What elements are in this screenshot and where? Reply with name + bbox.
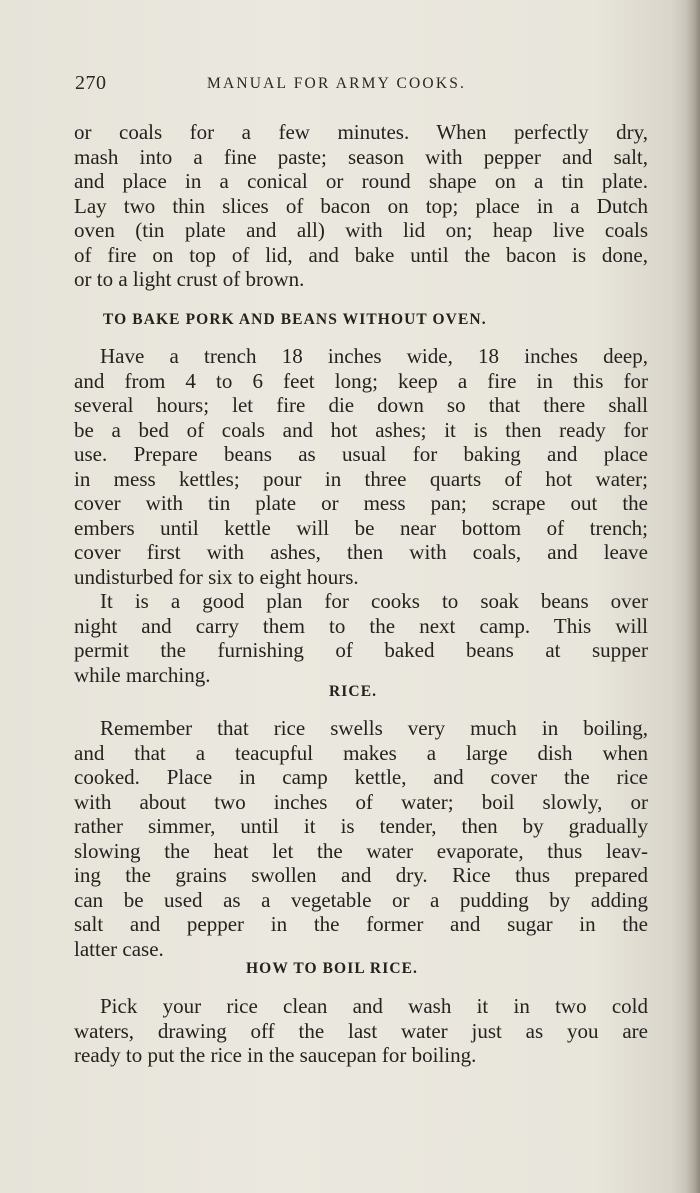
page-number: 270 bbox=[75, 72, 107, 94]
text-line: can be used as a vegetable or a pudding by adding bbox=[74, 887, 648, 912]
text-line: use. Prepare beans as usual for baking and place bbox=[74, 442, 648, 466]
text-line: Have a trench 18 inches wide, 18 inches deep, bbox=[100, 344, 648, 368]
text-line: and that a teacupful makes a large dish when bbox=[74, 740, 648, 765]
running-head bbox=[75, 72, 647, 98]
text-line: oven (tin plate and all) with lid on; heap live coals bbox=[74, 218, 648, 242]
paragraph-pick-rice bbox=[74, 994, 648, 1068]
text-line: be a bed of coals and hot ashes; it is then ready for bbox=[74, 417, 648, 442]
paragraph-rice bbox=[74, 716, 648, 961]
text-line: permit the furnishing of baked beans at supper bbox=[74, 638, 648, 662]
text-line: embers until kettle will be near bottom of trench; bbox=[74, 515, 648, 540]
text-line: or coals for a few minutes. When perfectly dry, bbox=[74, 120, 648, 144]
text-line: ready to put the rice in the saucepan for boiling. bbox=[74, 1043, 477, 1067]
text-line: cover with tin plate or mess pan; scrape out the bbox=[74, 491, 648, 515]
text-line: while marching. bbox=[74, 662, 211, 687]
text-line: rather simmer, until it is tender, then by gradually bbox=[74, 814, 648, 838]
text-line: or to a light crust of brown. bbox=[74, 267, 305, 291]
text-line: and place in a conical or round shape on a tin plate. bbox=[74, 169, 648, 193]
text-line: undisturbed for six to eight hours. bbox=[74, 564, 359, 589]
section-heading-boil-rice: HOW TO BOIL RICE. bbox=[246, 960, 419, 977]
text-line: mash into a fine paste; season with pepper and salt, bbox=[74, 144, 648, 169]
text-line: night and carry them to the next camp. This will bbox=[74, 613, 648, 638]
text-line: It is a good plan for cooks to soak beans over bbox=[100, 589, 648, 613]
paragraph-soak-beans bbox=[74, 589, 648, 687]
text-line: cover first with ashes, then with coals, and leave bbox=[74, 540, 648, 564]
page-gutter-shadow bbox=[686, 0, 700, 1193]
text-line: Lay two thin slices of bacon on top; place in a Dutch bbox=[74, 193, 648, 218]
running-title: MANUAL FOR ARMY COOKS. bbox=[207, 75, 467, 92]
text-line: ing the grains swollen and dry. Rice thus prepared bbox=[74, 863, 648, 887]
text-line: with about two inches of water; boil slowly, or bbox=[74, 789, 648, 814]
section-heading-pork-and-beans: TO BAKE PORK AND BEANS WITHOUT OVEN. bbox=[103, 311, 487, 328]
text-line: slowing the heat let the water evaporate, thus leav- bbox=[74, 838, 648, 863]
section-heading-rice: RICE. bbox=[329, 683, 378, 700]
text-line: and from 4 to 6 feet long; keep a fire in this for bbox=[74, 368, 648, 393]
text-line: waters, drawing off the last water just as you are bbox=[74, 1018, 648, 1043]
text-line: latter case. bbox=[74, 936, 164, 961]
text-line: salt and pepper in the former and sugar in the bbox=[74, 912, 648, 936]
text-line: several hours; let fire die down so that there shall bbox=[74, 393, 648, 417]
paragraph-trench bbox=[74, 344, 648, 589]
text-line: cooked. Place in camp kettle, and cover the rice bbox=[74, 765, 648, 789]
text-line: Remember that rice swells very much in boiling, bbox=[100, 716, 648, 740]
paragraph-continued bbox=[74, 120, 648, 292]
text-line: Pick your rice clean and wash it in two cold bbox=[100, 994, 648, 1018]
text-line: of fire on top of lid, and bake until the bacon is done, bbox=[74, 242, 648, 267]
text-line: in mess kettles; pour in three quarts of hot water; bbox=[74, 466, 648, 491]
